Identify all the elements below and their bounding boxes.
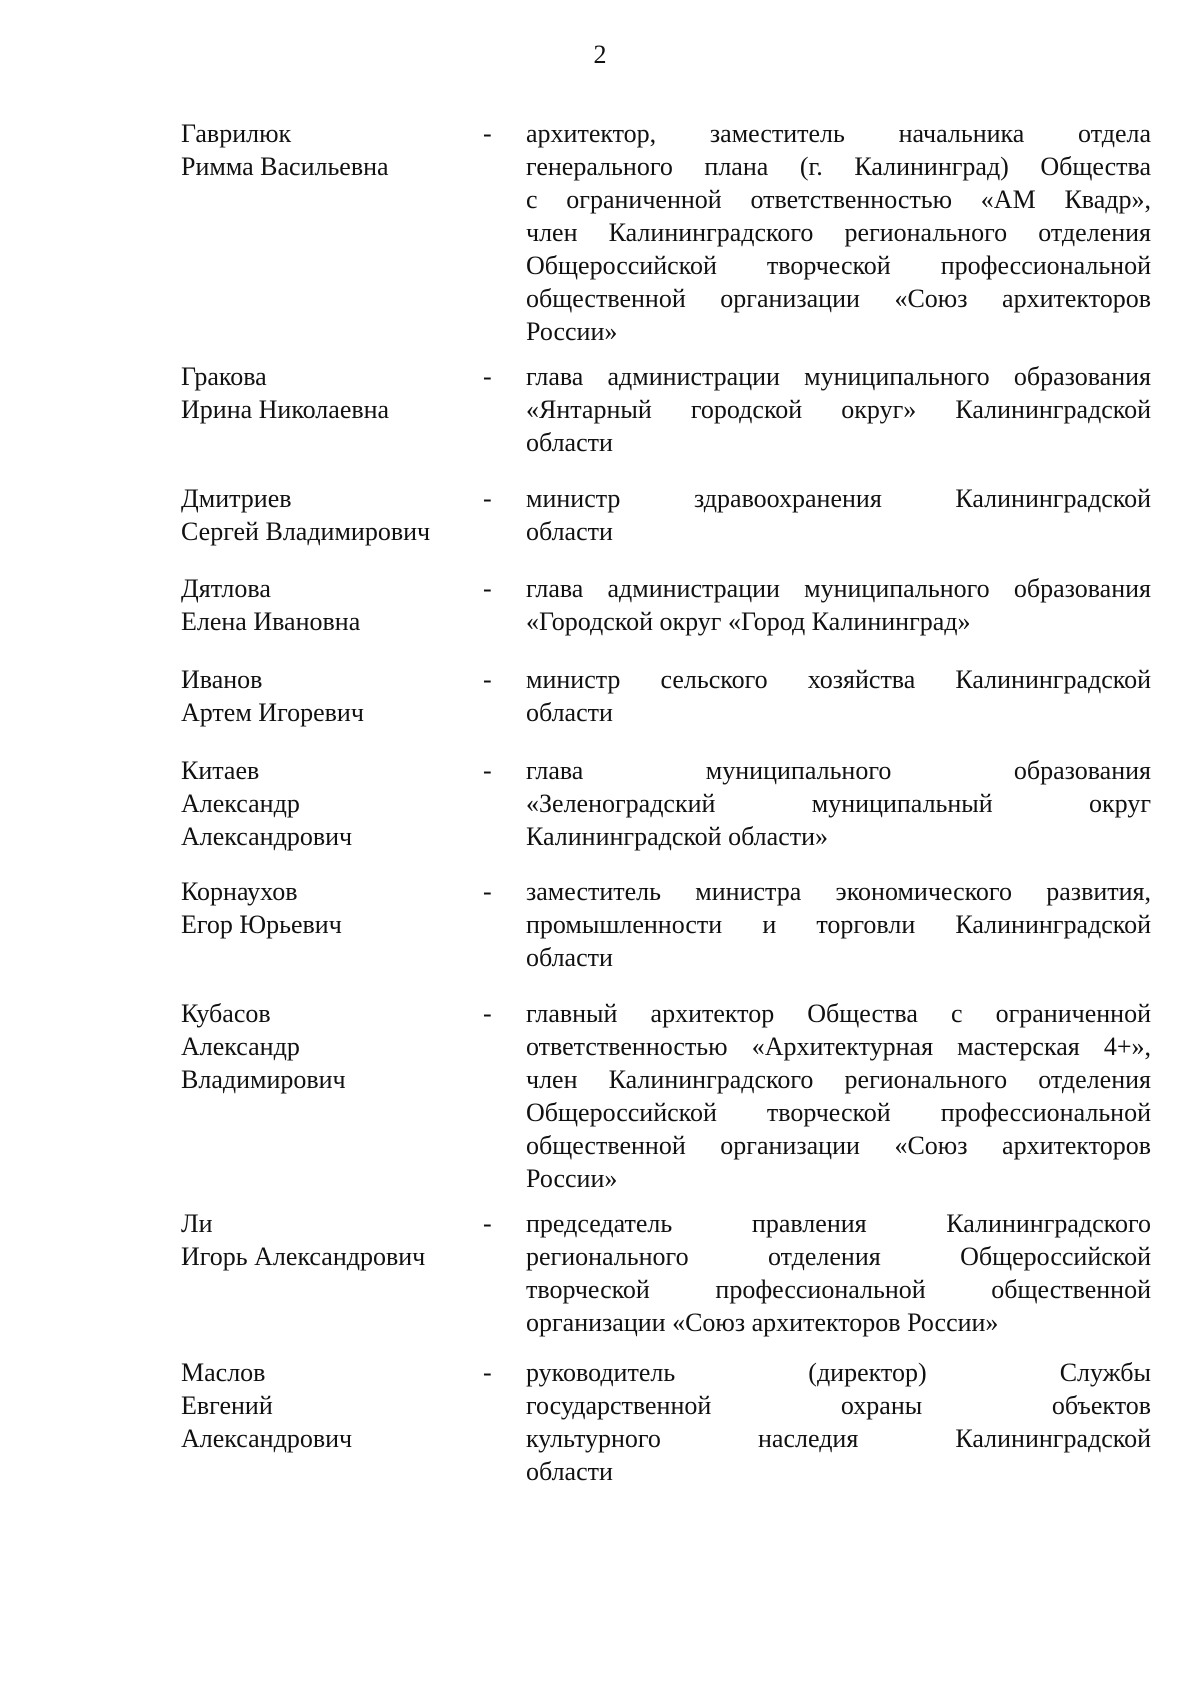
member-name — [181, 1207, 471, 1273]
member-name-line: Игорь Александрович — [181, 1242, 426, 1271]
member-name-line: Гракова — [181, 362, 267, 391]
member-name — [181, 754, 471, 853]
member-position-line: регионального отделения Общероссийской — [526, 1242, 1151, 1271]
member-position-line: «Зеленоградский муниципальный округ — [526, 789, 1151, 818]
member-name-line: Маслов — [181, 1358, 266, 1387]
member-position-line: «Янтарный городской округ» Калининградской — [526, 395, 1151, 424]
member-position-line: Общероссийской творческой профессиональной — [526, 1098, 1151, 1127]
member-position-line: промышленности и торговли Калининградской — [526, 910, 1151, 939]
member-position-line: архитектор, заместитель начальника отдела — [526, 119, 1151, 148]
member-name-line: Елена Ивановна — [181, 607, 361, 636]
member-name — [181, 360, 471, 426]
member-name — [181, 997, 471, 1096]
member-name — [181, 482, 471, 548]
member-position — [526, 997, 1151, 1195]
member-name-line: Римма Васильевна — [181, 152, 389, 181]
member-position — [526, 663, 1151, 729]
page-number: 2 — [593, 40, 607, 69]
member-position-line: глава администрации муниципального образования — [526, 362, 1151, 391]
member-position-line: заместитель министра экономического развития, — [526, 877, 1151, 906]
member-position — [526, 1356, 1151, 1488]
member-position-line: общественной организации «Союз архитекторов — [526, 284, 1151, 313]
separator-dash: - — [483, 1358, 492, 1387]
member-position-line: председатель правления Калининградского — [526, 1209, 1151, 1238]
member-position-line: главный архитектор Общества с ограниченной — [526, 999, 1151, 1028]
member-position — [526, 1207, 1151, 1339]
separator-dash: - — [483, 665, 492, 694]
member-name — [181, 117, 471, 183]
member-name — [181, 875, 471, 941]
member-position-line: области — [526, 517, 613, 546]
member-position-line: области — [526, 428, 613, 457]
member-name-line: Дятлова — [181, 574, 271, 603]
member-position-line: с ограниченной ответственностью «АМ Квадр», — [526, 185, 1151, 214]
member-name-line: Артем Игоревич — [181, 698, 364, 727]
member-name-line: Гаврилюк — [181, 119, 292, 148]
member-position — [526, 572, 1151, 638]
member-position-line: глава муниципального образования — [526, 756, 1151, 785]
member-name-line: Корнаухов — [181, 877, 298, 906]
member-position-line: области — [526, 943, 613, 972]
member-position-line: ответственностью «Архитектурная мастерская 4+», — [526, 1032, 1151, 1061]
member-name — [181, 572, 471, 638]
member-name-line: Александр — [181, 1032, 300, 1061]
member-name-line: Владимирович — [181, 1065, 346, 1094]
member-position-line: министр сельского хозяйства Калининградской — [526, 665, 1151, 694]
member-position — [526, 875, 1151, 974]
member-name — [181, 663, 471, 729]
member-position-line: генерального плана (г. Калининград) Общества — [526, 152, 1151, 181]
member-name-line: Ирина Николаевна — [181, 395, 390, 424]
member-position-line: Калининградской области» — [526, 822, 829, 851]
member-position-line: член Калининградского регионального отделения — [526, 218, 1151, 247]
member-position-line: творческой профессиональной общественной — [526, 1275, 1151, 1304]
member-position-line: области — [526, 698, 613, 727]
member-position-line: общественной организации «Союз архитекторов — [526, 1131, 1151, 1160]
separator-dash: - — [483, 119, 492, 148]
member-name-line: Ли — [181, 1209, 213, 1238]
member-position — [526, 360, 1151, 459]
separator-dash: - — [483, 484, 492, 513]
member-position-line: руководитель (директор) Службы — [526, 1358, 1151, 1387]
member-position-line: культурного наследия Калининградской — [526, 1424, 1151, 1453]
separator-dash: - — [483, 362, 492, 391]
member-position — [526, 117, 1151, 348]
separator-dash: - — [483, 574, 492, 603]
separator-dash: - — [483, 999, 492, 1028]
member-position — [526, 754, 1151, 853]
member-position — [526, 482, 1151, 548]
member-name-line: Евгений — [181, 1391, 273, 1420]
member-name-line: Сергей Владимирович — [181, 517, 431, 546]
member-name-line: Дмитриев — [181, 484, 292, 513]
member-name-line: Иванов — [181, 665, 263, 694]
separator-dash: - — [483, 1209, 492, 1238]
member-position-line: министр здравоохранения Калининградской — [526, 484, 1151, 513]
member-name-line: Егор Юрьевич — [181, 910, 342, 939]
member-position-line: государственной охраны объектов — [526, 1391, 1151, 1420]
member-position-line: «Городской округ «Город Калининград» — [526, 607, 971, 636]
member-position-line: глава администрации муниципального образования — [526, 574, 1151, 603]
member-position-line: России» — [526, 1164, 618, 1193]
separator-dash: - — [483, 877, 492, 906]
member-position-line: области — [526, 1457, 613, 1486]
separator-dash: - — [483, 756, 492, 785]
member-name — [181, 1356, 471, 1455]
member-name-line: Китаев — [181, 756, 260, 785]
member-position-line: организации «Союз архитекторов России» — [526, 1308, 999, 1337]
member-name-line: Александрович — [181, 822, 353, 851]
member-name-line: Кубасов — [181, 999, 271, 1028]
member-name-line: Александрович — [181, 1424, 353, 1453]
member-position-line: Общероссийской творческой профессиональной — [526, 251, 1151, 280]
member-name-line: Александр — [181, 789, 300, 818]
member-position-line: член Калининградского регионального отделения — [526, 1065, 1151, 1094]
member-position-line: России» — [526, 317, 618, 346]
